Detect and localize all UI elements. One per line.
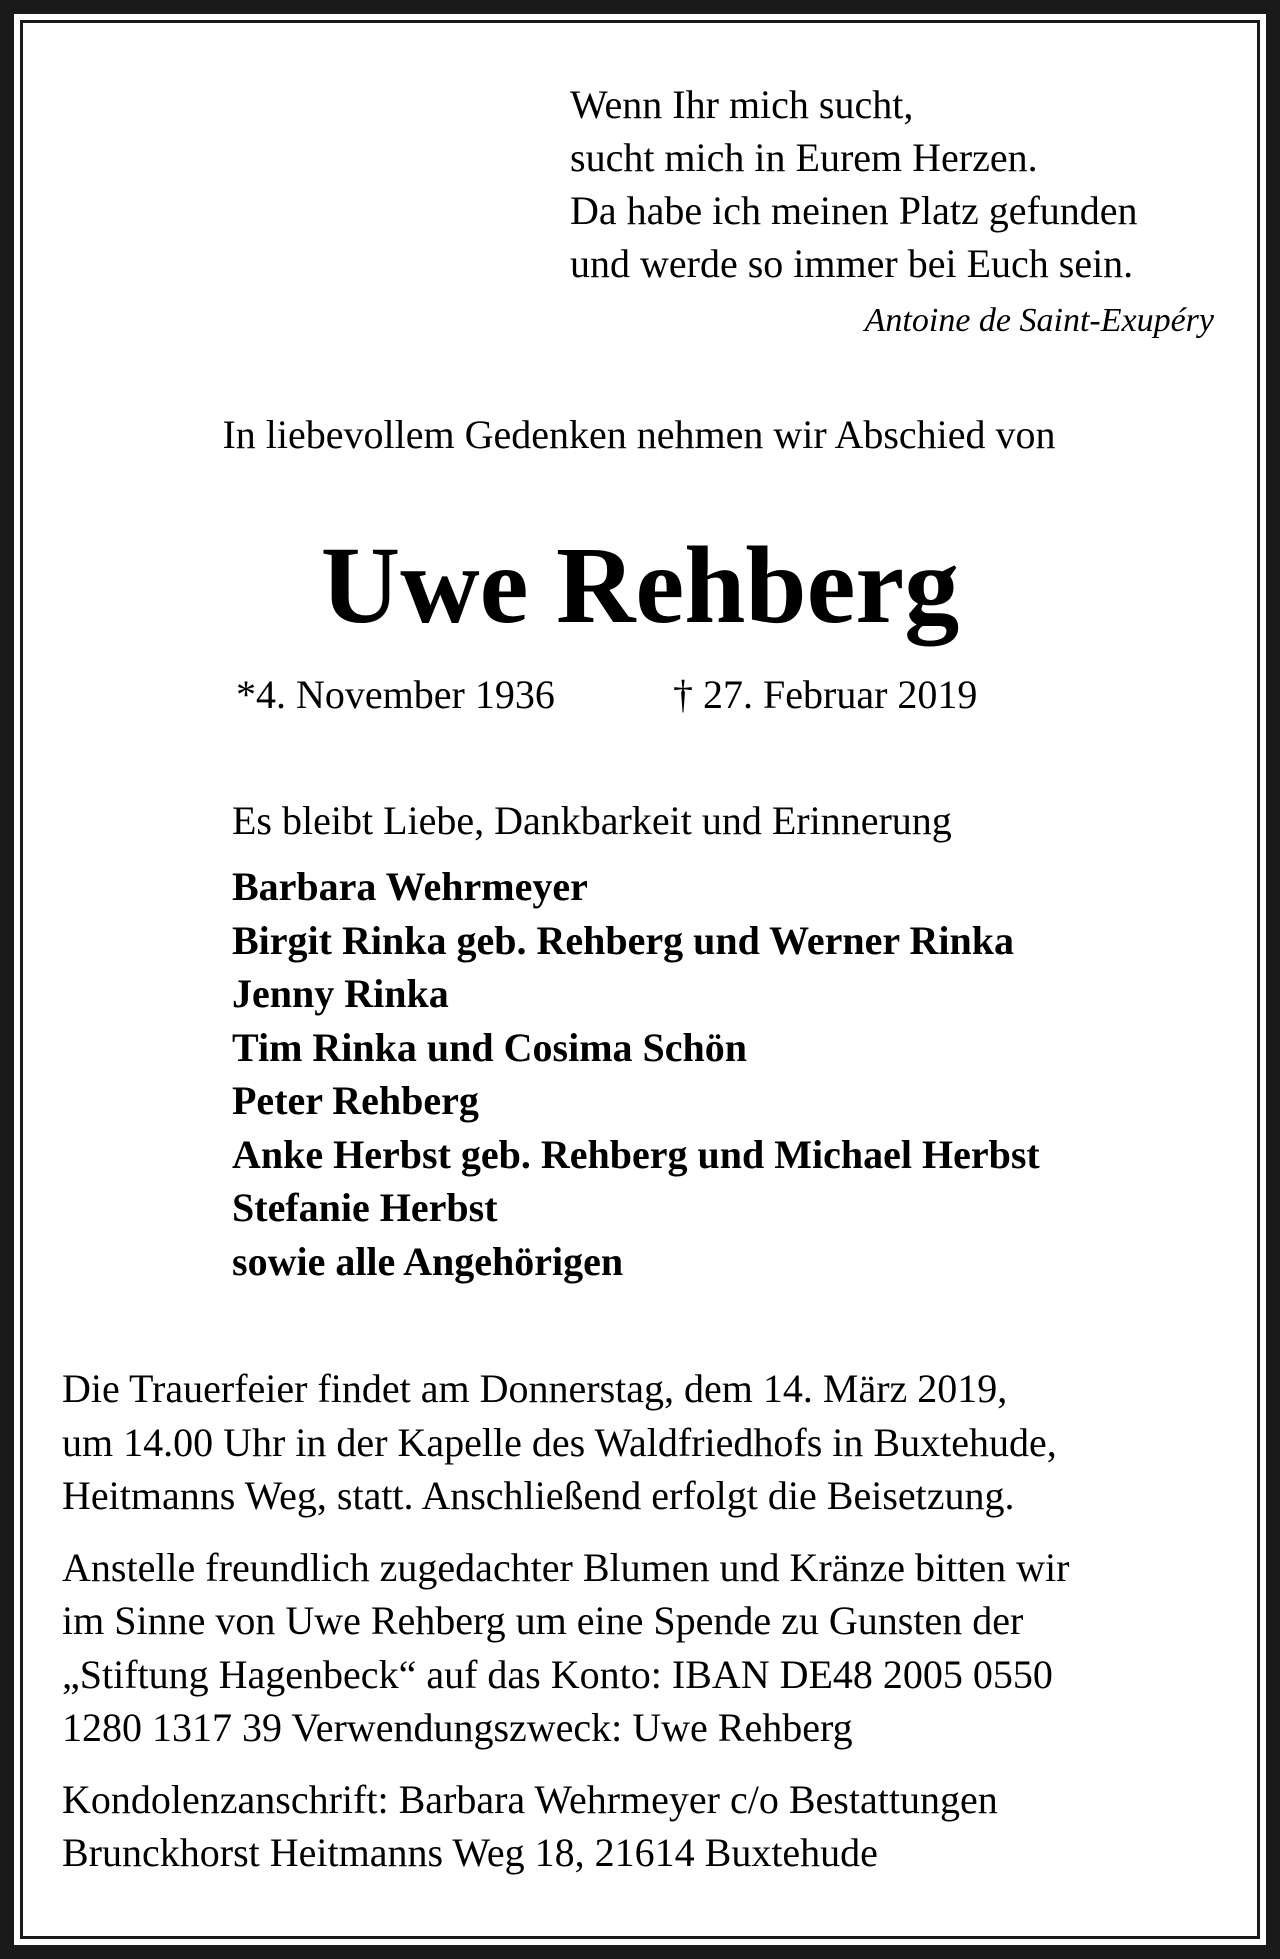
donation-line: 1280 1317 39 Verwendungszweck: Uwe Rehberg [62, 1705, 853, 1750]
funeral-line: Heitmanns Weg, statt. Anschließend erfolgt die Beisetzung. [62, 1473, 1015, 1518]
poem-line: sucht mich in Eurem Herzen. [570, 135, 1038, 180]
birth-date: *4. November 1936 [236, 672, 555, 717]
poem-line: Wenn Ihr mich sucht, [570, 82, 914, 127]
life-dates [236, 668, 977, 722]
condolence-line: Brunckhorst Heitmanns Weg 18, 21614 Buxtehude [62, 1830, 878, 1875]
mourner-name: Tim Rinka und Cosima Schön [232, 1024, 747, 1070]
farewell-intro: In liebevollem Gedenken nehmen wir Abschied von [222, 412, 1056, 457]
deceased-name: Uwe Rehberg [320, 524, 960, 646]
donation-line: „Stiftung Hagenbeck“ auf das Konto: IBAN DE48 2005 0550 [62, 1651, 1053, 1697]
poem-line: und werde so immer bei Euch sein. [570, 241, 1134, 286]
condolence-line: Kondolenzanschrift: Barbara Wehrmeyer c/o Bestattungen [62, 1776, 998, 1822]
mourner-name: Barbara Wehrmeyer [232, 864, 588, 909]
mourner-name: Anke Herbst geb. Rehberg und Michael Herbst [232, 1131, 1040, 1177]
mourners-intro: Es bleibt Liebe, Dankbarkeit und Erinnerung [232, 798, 952, 843]
mourner-name: Jenny Rinka [232, 971, 449, 1016]
death-date: † 27. Februar 2019 [673, 672, 978, 717]
funeral-line: Die Trauerfeier findet am Donnerstag, dem 14. März 2019, [62, 1366, 1008, 1411]
mourner-name: Peter Rehberg [232, 1078, 479, 1123]
funeral-line: um 14.00 Uhr in der Kapelle des Waldfriedhofs in Buxtehude, [62, 1419, 1057, 1465]
poem-author: Antoine de Saint-Exupéry [864, 302, 1214, 339]
donation-paragraph [62, 1541, 1232, 1755]
mourner-name: Birgit Rinka geb. Rehberg und Werner Rinka [232, 917, 1014, 963]
donation-line: im Sinne von Uwe Rehberg um eine Spende zu Gunsten der [62, 1598, 1024, 1643]
mourner-name: Stefanie Herbst [232, 1185, 498, 1230]
mourners-block [232, 794, 1232, 1288]
details-block [62, 1362, 1232, 1898]
donation-line: Anstelle freundlich zugedachter Blumen und Kränze bitten wir [62, 1544, 1070, 1590]
mourner-name: sowie alle Angehörigen [232, 1238, 624, 1284]
funeral-paragraph [62, 1362, 1232, 1523]
poem-line: Da habe ich meinen Platz gefunden [570, 188, 1138, 233]
condolence-paragraph [62, 1773, 1232, 1880]
poem-block [570, 78, 1220, 339]
